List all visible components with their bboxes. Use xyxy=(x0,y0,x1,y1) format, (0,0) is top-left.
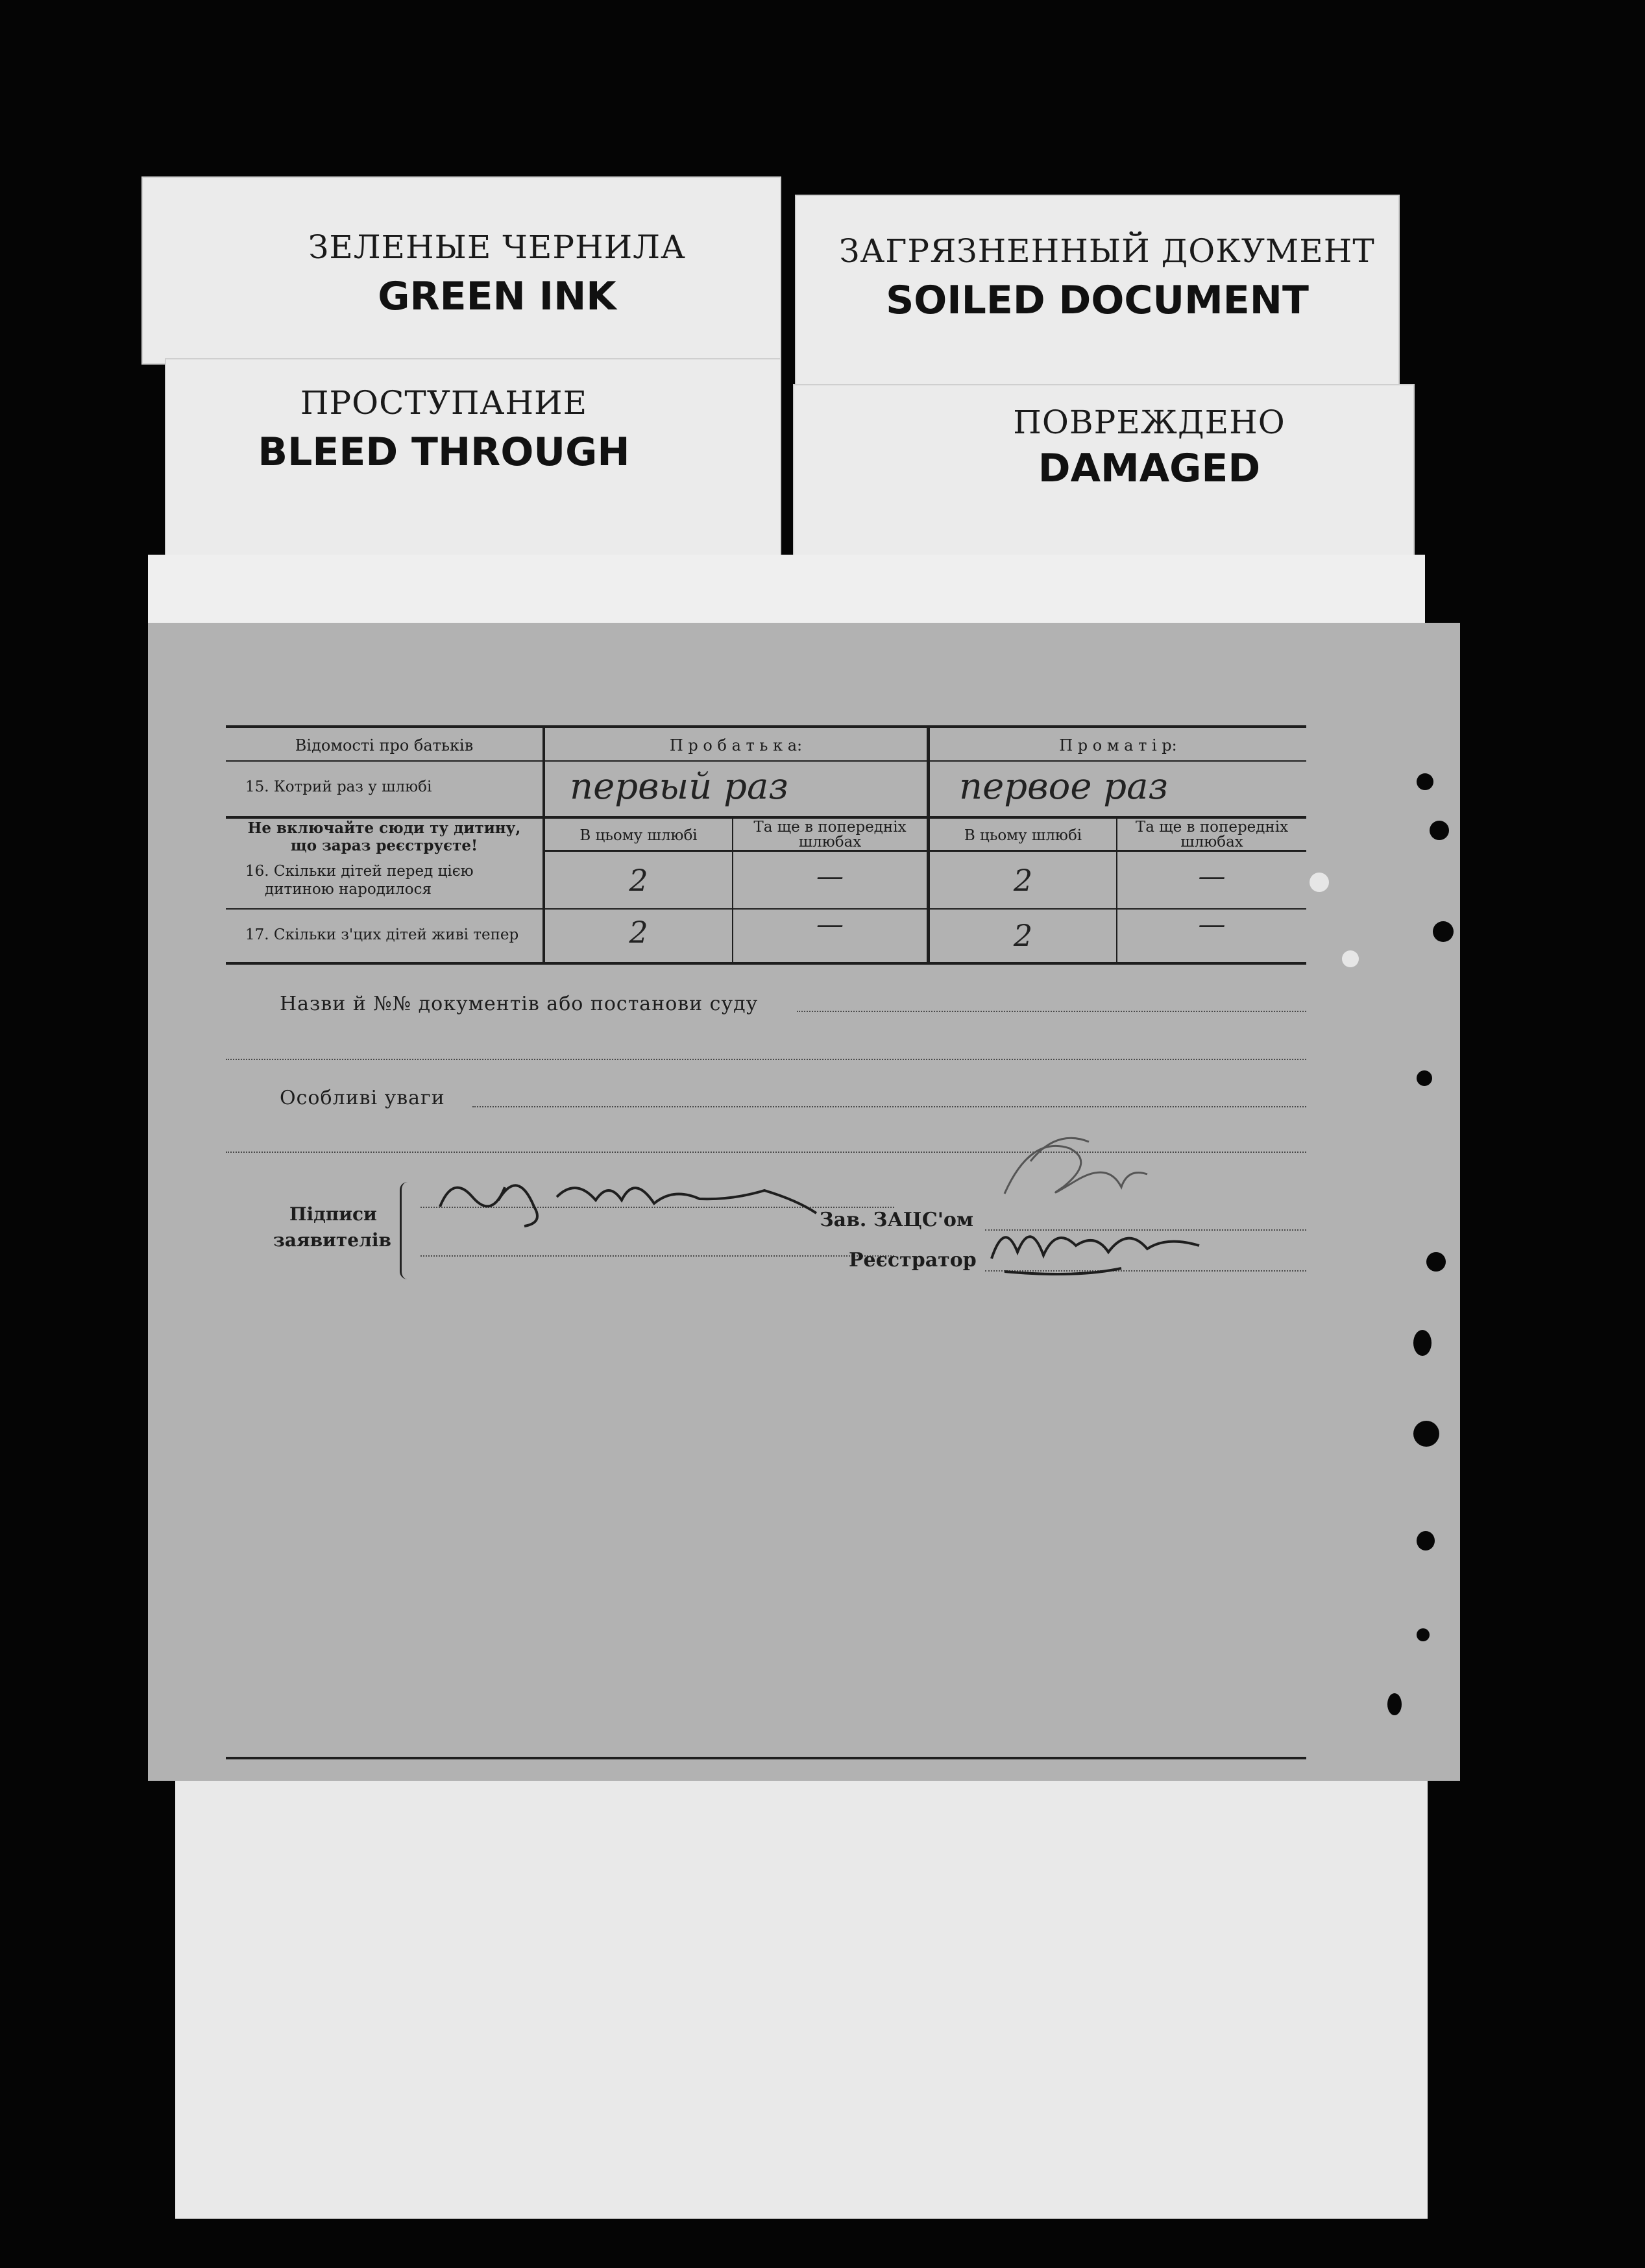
zags-head-signature-scrawl xyxy=(992,1122,1160,1213)
applicant-signature-scrawl xyxy=(427,1161,868,1233)
subheader-father-this-marriage: В цьому шлюбі xyxy=(579,827,698,844)
row16-mother-this: 2 xyxy=(1013,863,1033,898)
punch-hole xyxy=(1426,1252,1446,1272)
table-top-rule xyxy=(226,725,1306,728)
registrar-signature-scrawl xyxy=(979,1207,1212,1285)
signatures-label-line2: заявителів xyxy=(273,1229,391,1251)
row15-mother-value: первое раз xyxy=(959,766,1169,808)
form-sheet xyxy=(148,623,1460,1781)
punch-hole xyxy=(1413,1330,1432,1356)
green-ink-card xyxy=(141,176,781,365)
punch-hole xyxy=(1310,873,1329,892)
subheader-father-prev-line1: Та ще в попередніх xyxy=(753,819,907,836)
table-header-rule xyxy=(226,760,1306,762)
row16-father-prev: — xyxy=(816,860,844,892)
bleed-label-en: BLEED THROUGH xyxy=(258,429,630,475)
subheader-mother-this-marriage: В цьому шлюбі xyxy=(964,827,1082,844)
punch-hole xyxy=(1430,821,1449,840)
subheader-mother-prev-line2: шлюбах xyxy=(1180,834,1243,850)
documents-label: Назви й №№ документів або постанови суду xyxy=(280,993,759,1015)
damaged-label-ru: ПОВРЕЖДЕНО xyxy=(1013,404,1286,441)
punch-hole xyxy=(1413,1421,1439,1447)
header-parents-info: Відомості про батьків xyxy=(295,736,474,754)
row16-father-this: 2 xyxy=(629,863,648,898)
documents-dotted-line xyxy=(797,1011,1306,1012)
punch-hole xyxy=(1417,1628,1430,1641)
table-bottom-rule xyxy=(226,962,1306,965)
row16-label-line1: 16. Скільки дітей перед цією xyxy=(245,863,474,880)
row17-label: 17. Скільки з'цих дітей живі тепер xyxy=(245,926,519,943)
documents-dotted-line-2 xyxy=(226,1059,1306,1060)
green-ink-label-en: GREEN INK xyxy=(378,274,616,319)
header-about-father: П р о б а т ь к а: xyxy=(669,736,803,754)
punch-hole xyxy=(1433,921,1454,942)
subheader-mother-prev-line1: Та ще в попередніх xyxy=(1135,819,1289,836)
exclusion-note-line1: Не включайте сюди ту дитину, xyxy=(247,819,521,837)
header-about-mother: П р о м а т і р: xyxy=(1059,736,1177,754)
punch-hole xyxy=(1417,773,1433,790)
row17-father-prev: — xyxy=(816,908,844,940)
signature-brace xyxy=(400,1182,415,1279)
backing-sheet xyxy=(148,555,1425,633)
applicant-signature-line-2 xyxy=(420,1255,894,1257)
punch-hole xyxy=(1342,950,1359,967)
damaged-label-en: DAMAGED xyxy=(1038,446,1261,491)
bottom-backing-sheet xyxy=(175,1778,1428,2219)
subheader-father-prev-line2: шлюбах xyxy=(798,834,862,850)
row17-mother-prev: — xyxy=(1198,908,1226,940)
notes-dotted-line xyxy=(472,1106,1306,1107)
soiled-label-ru: ЗАГРЯЗНЕННЫЙ ДОКУМЕНТ xyxy=(839,232,1375,270)
row16-label-line2: дитиною народилося xyxy=(265,881,432,898)
bleed-label-ru: ПРОСТУПАНИЕ xyxy=(300,384,588,422)
punch-hole xyxy=(1417,1070,1432,1086)
soiled-label-en: SOILED DOCUMENT xyxy=(886,278,1309,323)
row16-mother-prev: — xyxy=(1198,860,1226,892)
row15-father-value: первый раз xyxy=(570,766,788,808)
registrar-label: Реєстратор xyxy=(849,1249,977,1272)
special-notes-label: Особливі уваги xyxy=(280,1087,445,1109)
punch-hole xyxy=(1387,1693,1402,1715)
soiled-document-card xyxy=(795,195,1400,389)
punch-hole xyxy=(1417,1531,1435,1550)
exclusion-note-line2: що зараз реєструєте! xyxy=(290,837,478,854)
green-ink-label-ru: ЗЕЛЕНЫЕ ЧЕРНИЛА xyxy=(308,228,686,266)
form-bottom-rule xyxy=(226,1757,1306,1759)
signatures-label-line1: Підписи xyxy=(289,1203,377,1225)
zags-head-label: Зав. ЗАЦС'ом xyxy=(820,1209,973,1231)
row17-father-this: 2 xyxy=(629,915,648,950)
row17-mother-this: 2 xyxy=(1013,918,1033,953)
row15-label: 15. Котрий раз у шлюбі xyxy=(245,778,432,795)
